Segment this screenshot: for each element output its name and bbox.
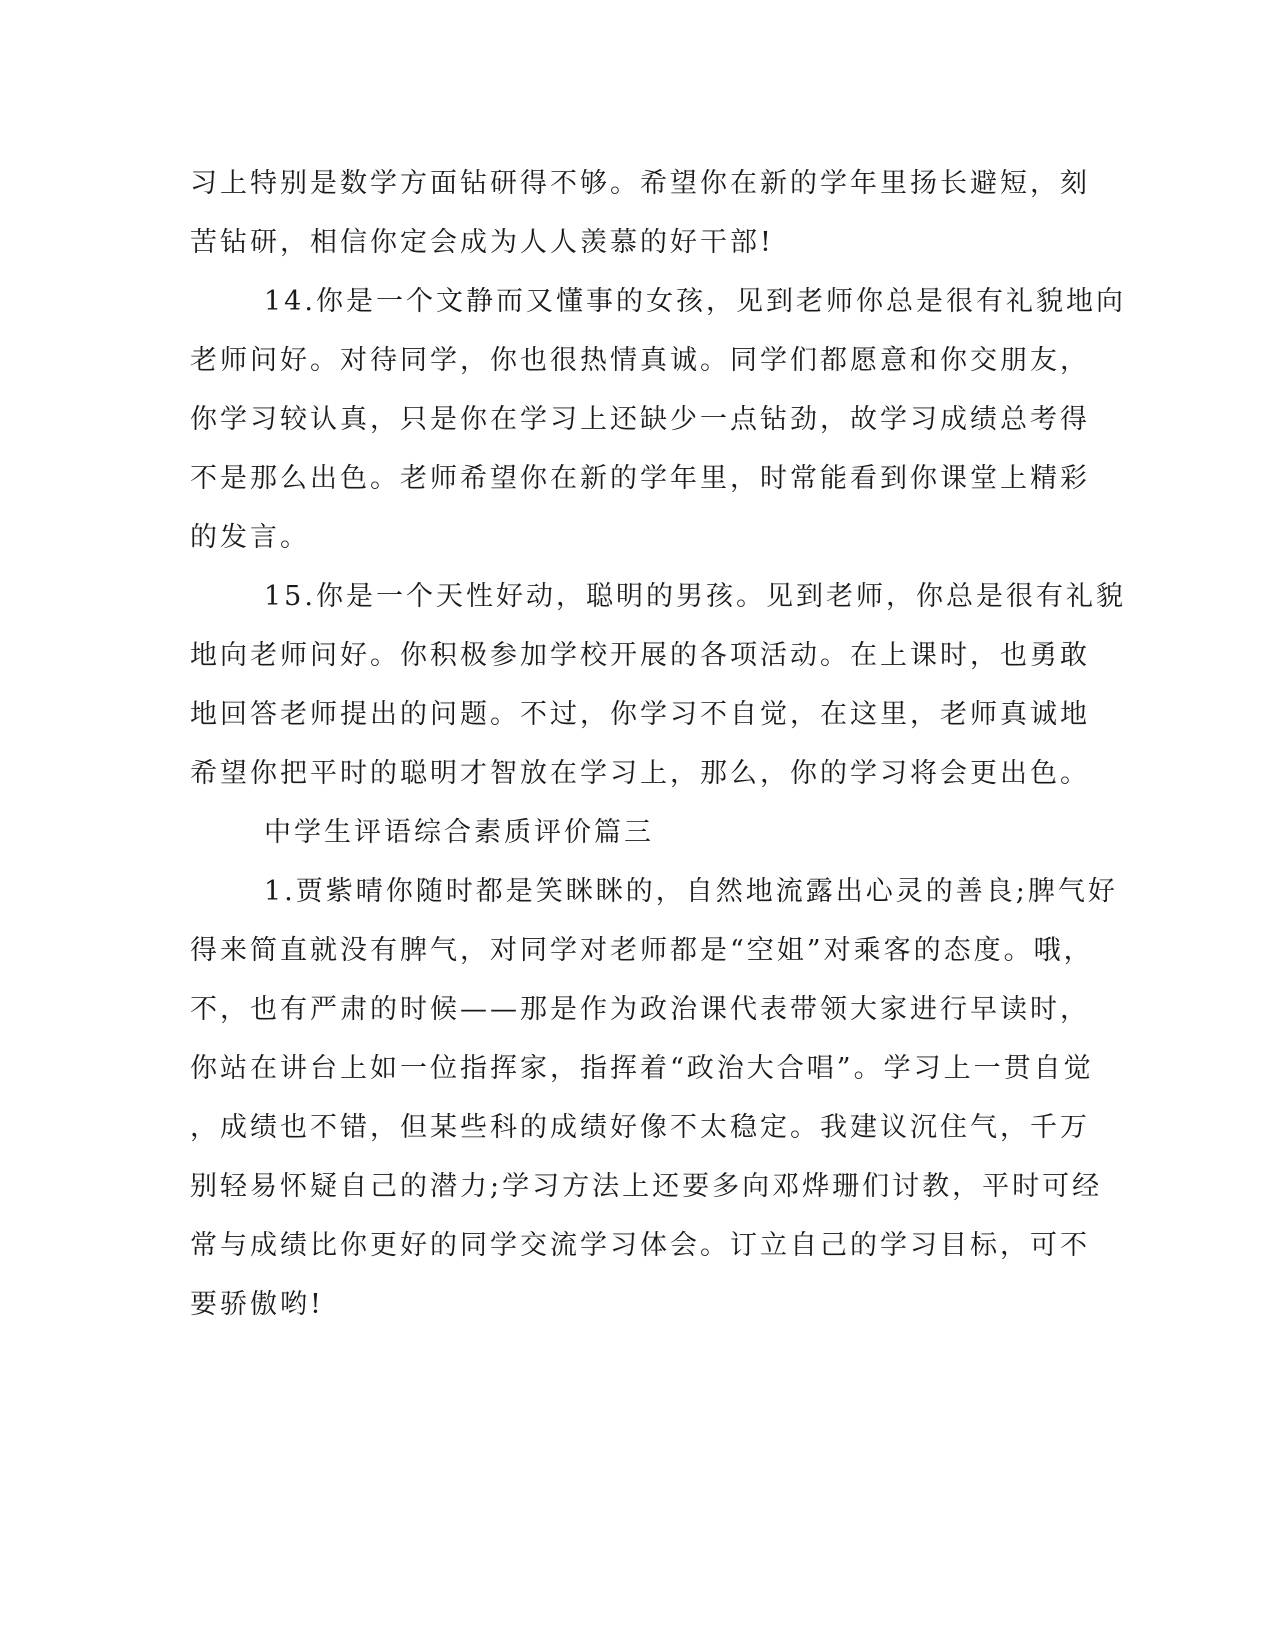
text-line: 习上特别是数学方面钻研得不够。希望你在新的学年里扬长避短，刻 (190, 168, 1090, 199)
text-line: 要骄傲哟! (190, 1289, 324, 1320)
text-line: 地向老师问好。你积极参加学校开展的各项活动。在上课时，也勇敢 (190, 640, 1090, 671)
paragraph-15-start: 15.你是一个天性好动，聪明的男孩。见到老师，你总是很有礼貌 (264, 581, 1126, 612)
text-line: 希望你把平时的聪明才智放在学习上，那么，你的学习将会更出色。 (190, 758, 1090, 789)
text-line: ，成绩也不错，但某些科的成绩好像不太稳定。我建议沉住气，千万 (190, 1112, 1090, 1143)
text-line: 地回答老师提出的问题。不过，你学习不自觉，在这里，老师真诚地 (190, 699, 1090, 730)
text-line: 不是那么出色。老师希望你在新的学年里，时常能看到你课堂上精彩 (190, 463, 1090, 494)
text-line: 老师问好。对待同学，你也很热情真诚。同学们都愿意和你交朋友， (190, 345, 1090, 376)
text-line: 得来简直就没有脾气，对同学对老师都是“空姐”对乘客的态度。哦， (190, 935, 1094, 966)
text-line: 不，也有严肃的时候——那是作为政治课代表带领大家进行早读时， (190, 994, 1090, 1025)
text-line: 你学习较认真，只是你在学习上还缺少一点钻劲，故学习成绩总考得 (190, 404, 1090, 435)
paragraph-1-start: 1.贾紫晴你随时都是笑眯眯的，自然地流露出心灵的善良;脾气好 (264, 876, 1118, 907)
text-line: 别轻易怀疑自己的潜力;学习方法上还要多向邓烨珊们讨教，平时可经 (190, 1171, 1103, 1202)
section-heading: 中学生评语综合素质评价篇三 (264, 817, 654, 848)
paragraph-14-start: 14.你是一个文静而又懂事的女孩，见到老师你总是很有礼貌地向 (264, 286, 1126, 317)
text-line: 的发言。 (190, 522, 310, 553)
text-line: 常与成绩比你更好的同学交流学习体会。订立自己的学习目标，可不 (190, 1230, 1090, 1261)
text-line: 你站在讲台上如一位指挥家，指挥着“政治大合唱”。学习上一贯自觉 (190, 1053, 1094, 1084)
text-line: 苦钻研，相信你定会成为人人羡慕的好干部! (190, 227, 774, 258)
